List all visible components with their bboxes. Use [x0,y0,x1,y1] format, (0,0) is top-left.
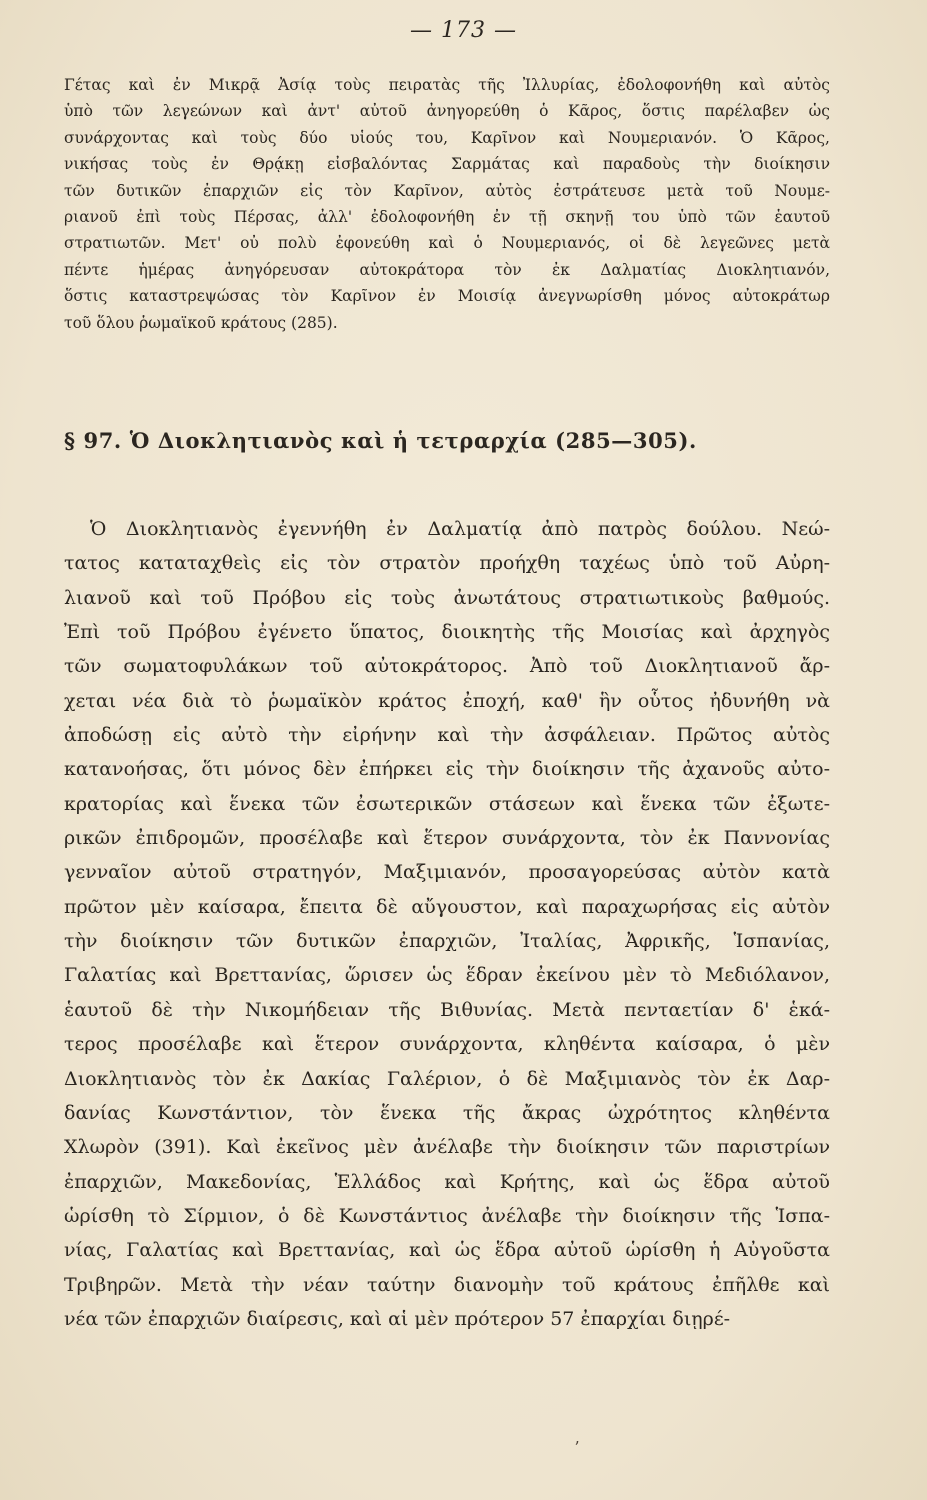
text-line: στρατιωτῶν. Μετ' οὐ πολὺ ἐφονεύθη καὶ ὁ Νουμεριανός, οἱ δὲ λεγεῶνες μετὰ [64,234,830,253]
page-mark: ʼ [574,1438,580,1457]
text-line: δανίας Κωνστάντιον, τὸν ἕνεκα τῆς ἄκρας ὠχρότητος κληθέντα [64,1101,830,1124]
text-line: Ὁ Διοκλητιανὸς ἐγεννήθη ἐν Δαλματίᾳ ἀπὸ πατρὸς δούλου. Νεώ- [90,518,830,540]
text-line: ὑπὸ τῶν λεγεώνων καὶ ἀντ' αὐτοῦ ἀνηγορεύθη ὁ Κᾶρος, ὅστις παρέλαβεν ὡς [64,102,830,121]
text-line: ὅστις καταστρεψώσας τὸν Καρῖνον ἐν Μοισίᾳ ἀνεγνωρίσθη μόνος αὐτοκράτωρ [64,287,830,306]
text-line: κρατορίας καὶ ἕνεκα τῶν ἐσωτερικῶν στάσεων καὶ ἕνεκα τῶν ἐξωτε- [64,792,830,815]
text-line: Γαλατίας καὶ Βρεττανίας, ὥρισεν ὡς ἕδραν ἐκείνου μὲν τὸ Μεδιόλανον, [64,964,830,987]
text-line: τὴν διοίκησιν τῶν δυτικῶν ἐπαρχιῶν, Ἰταλίας, Ἀφρικῆς, Ἱσπανίας, [64,930,830,953]
text-line: χεται νέα διὰ τὸ ῥωμαϊκὸν κράτος ἐποχή, καθ' ἣν οὗτος ἠδυνήθη νὰ [64,689,830,712]
paragraph-intro [64,72,830,336]
text-line: Διοκλητιανὸς τὸν ἐκ Δακίας Γαλέριον, ὁ δὲ Μαξιμιανὸς τὸν ἐκ Δαρ- [64,1067,830,1090]
text-line: ὡρίσθη τὸ Σίρμιον, ὁ δὲ Κωνστάντιος ἀνέλαβε τὴν διοίκησιν τῆς Ἱσπα- [64,1204,830,1227]
text-line: πρῶτον μὲν καίσαρα, ἔπειτα δὲ αὔγουστον, καὶ παραχωρήσας εἰς αὐτὸν [64,895,830,918]
text-line: νίας, Γαλατίας καὶ Βρεττανίας, καὶ ὡς ἕδρα αὐτοῦ ὡρίσθη ἡ Αὐγοῦστα [64,1239,830,1262]
text-line: ἀποδώσῃ εἰς αὐτὸ τὴν εἰρήνην καὶ τὴν ἀσφάλειαν. Πρῶτος αὐτὸς [64,724,830,747]
text-line: νέα τῶν ἐπαρχιῶν διαίρεσις, καὶ αἱ μὲν πρότερον 57 ἐπαρχίαι διῃρέ- [64,1307,731,1330]
text-line: Ἐπὶ τοῦ Πρόβου ἐγένετο ὕπατος, διοικητὴς τῆς Μοισίας καὶ ἀρχηγὸς [64,621,830,644]
text-line: κατανοήσας, ὅτι μόνος δὲν ἐπήρκει εἰς τὴν διοίκησιν τῆς ἀχανοῦς αὐτο- [64,758,830,781]
text-line: τερος προσέλαβε καὶ ἕτερον συνάρχοντα, κληθέντα καίσαρα, ὁ μὲν [64,1033,830,1056]
page-number: — 173 — [410,18,517,43]
text-line: Τριβηρῶν. Μετὰ τὴν νέαν ταύτην διανομὴν τοῦ κράτους ἐπῆλθε καὶ [64,1273,830,1296]
text-line: τῶν δυτικῶν ἐπαρχιῶν εἰς τὸν Καρῖνον, αὐτὸς ἐστράτευσε μετὰ τοῦ Νουμε- [64,181,830,200]
text-line: Χλωρὸν (391). Καὶ ἐκεῖνος μὲν ἀνέλαβε τὴν διοίκησιν τῶν παριστρίων [64,1136,830,1159]
section-heading: § 97. Ὁ Διοκλητιανὸς καὶ ἡ τετραρχία (285—305). [64,428,697,453]
text-line: τατος καταταχθεὶς εἰς τὸν στρατὸν προήχθη ταχέως ὑπὸ τοῦ Αὐρη- [64,552,830,575]
text-line: τοῦ ὅλου ῥωμαϊκοῦ κράτους (285). [64,313,338,332]
text-line: γενναῖον αὐτοῦ στρατηγόν, Μαξιμιανόν, προσαγορεύσας αὐτὸν κατὰ [64,861,830,884]
paragraph-diocletian [64,512,830,1336]
text-line: συνάρχοντας καὶ τοὺς δύο υἱούς του, Καρῖνον καὶ Νουμεριανόν. Ὁ Κᾶρος, [64,128,830,147]
text-line: ριανοῦ ἐπὶ τοὺς Πέρσας, ἀλλ' ἐδολοφονήθη ἐν τῇ σκηνῇ του ὑπὸ τῶν ἑαυτοῦ [64,208,830,227]
text-line: ἐπαρχιῶν, Μακεδονίας, Ἑλλάδος καὶ Κρήτης, καὶ ὡς ἕδρα αὐτοῦ [64,1170,830,1193]
text-line: λιανοῦ καὶ τοῦ Πρόβου εἰς τοὺς ἀνωτάτους στρατιωτικοὺς βαθμούς. [64,586,830,609]
text-line: τῶν σωματοφυλάκων τοῦ αὐτοκράτορος. Ἀπὸ τοῦ Διοκλητιανοῦ ἄρ- [64,655,830,678]
text-line: νικήσας τοὺς ἐν Θρᾴκῃ εἰσβαλόντας Σαρμάτας καὶ παραδοὺς τὴν διοίκησιν [64,155,830,174]
text-line: Γέτας καὶ ἐν Μικρᾷ Ἀσίᾳ τοὺς πειρατὰς τῆς Ἰλλυρίας, ἐδολοφονήθη καὶ αὐτὸς [64,76,830,94]
text-line: πέντε ἡμέρας ἀνηγόρευσαν αὐτοκράτορα τὸν ἐκ Δαλματίας Διοκλητιανόν, [64,260,830,279]
text-line: ρικῶν ἐπιδρομῶν, προσέλαβε καὶ ἕτερον συνάρχοντα, τὸν ἐκ Παννονίας [64,827,830,850]
text-line: ἑαυτοῦ δὲ τὴν Νικομήδειαν τῆς Βιθυνίας. Μετὰ πενταετίαν δ' ἑκά- [64,998,830,1021]
